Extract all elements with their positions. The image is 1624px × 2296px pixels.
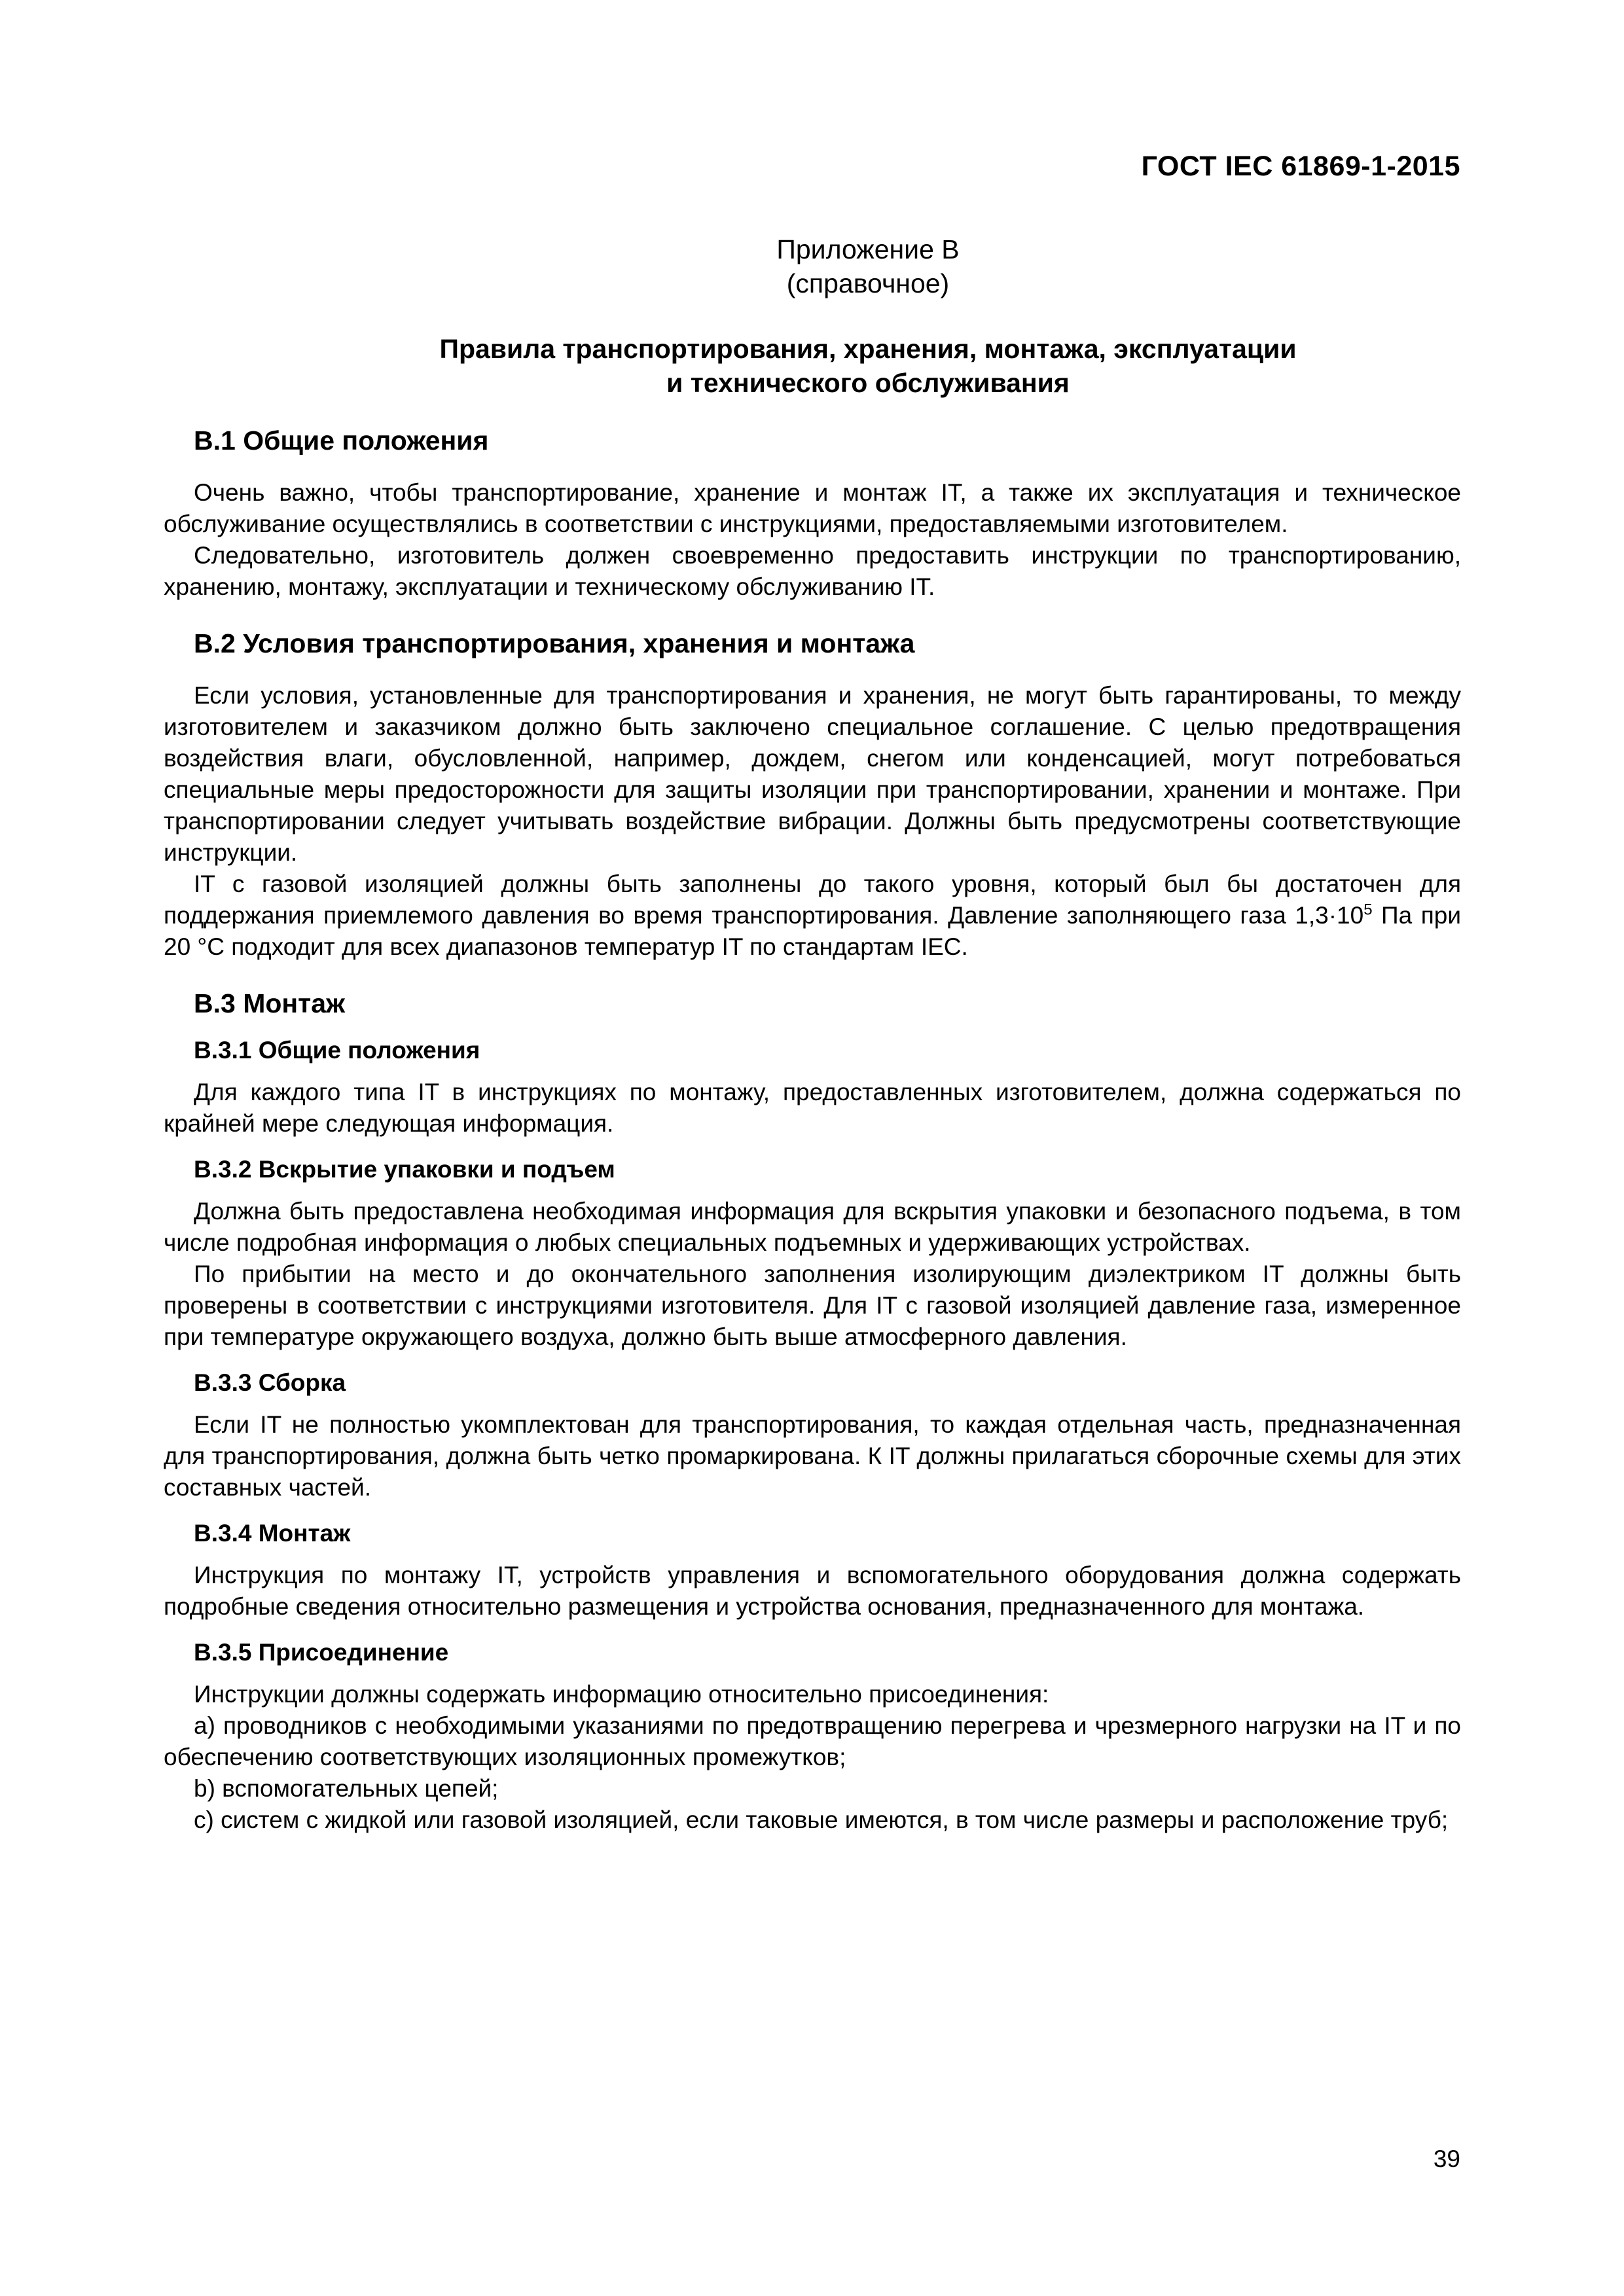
document-id: ГОСТ IEC 61869-1-2015	[1141, 151, 1460, 182]
section-b1-paragraph-2: Следовательно, изготовитель должен своевременно предоставить инструкции по транспортированию, хранению, монтажу, эксплуатации и техническому обслуживанию IT.	[164, 542, 1461, 600]
page-number: 39	[1433, 2145, 1460, 2172]
section-b2-paragraph-2-text-end: Па при 20 °С подходит для всех диапазонов температур IT по стандартам IEC.	[164, 902, 1461, 960]
annex-label: Приложение В	[776, 234, 960, 264]
section-b2-paragraph-2	[164, 869, 1461, 963]
section-b2-paragraph-2-text: IT с газовой изоляцией должны быть заполнены до такого уровня, который был бы достаточен для поддержания приемлемого давления во время транспортирования. Давление заполняющего газа 1,3·10	[164, 870, 1461, 929]
section-b33-heading: В.3.3 Сборка	[194, 1369, 346, 1396]
section-b31-paragraph-1: Для каждого типа IT в инструкциях по монтажу, предоставленных изготовителем, должна содержаться по крайней мере следующая информация.	[164, 1079, 1461, 1137]
section-b32-heading: В.3.2 Вскрытие упаковки и подъем	[194, 1156, 615, 1183]
section-b32-paragraph-1: Должна быть предоставлена необходимая информация для вскрытия упаковки и безопасного подъема, в том числе подробная информация о любых специальных подъемных и удерживающих устройствах.	[164, 1198, 1461, 1256]
list-item-c: c) систем с жидкой или газовой изоляцией, если таковые имеются, в том числе размеры и расположение труб;	[194, 1806, 1449, 1833]
section-b3-heading: В.3 Монтаж	[194, 988, 346, 1018]
list-item-a: a) проводников с необходимыми указаниями по предотвращению перегрева и чрезмерного нагрузки на IT и по обеспечению соответствующих изоляционных промежутков;	[164, 1712, 1461, 1770]
annex-title-line-2: и технического обслуживания	[666, 368, 1070, 398]
section-b34-paragraph-1: Инструкция по монтажу IT, устройств управления и вспомогательного оборудования должна содержать подробные сведения относительно размещения и устройства основания, предназначенного для монтажа.	[164, 1562, 1461, 1620]
section-b34-heading: В.3.4 Монтаж	[194, 1520, 351, 1547]
section-b1-heading: В.1 Общие положения	[194, 425, 489, 456]
section-b2-paragraph-1: Если условия, установленные для транспортирования и хранения, не могут быть гарантированы, то между изготовителем и заказчиком должно быть заключено специальное соглашение. С целью предотвращения воздействия влаги, обусловленной, например, дождем, снегом или конденсацией, могут потребоваться специальные меры предосторожности для защиты изоляции при транспортировании, хранении и монтаже. При транспортировании следует учитывать воздействие вибрации. Должны быть предусмотрены соответствующие инструкции.	[164, 682, 1461, 866]
page-content	[164, 232, 1461, 1836]
section-b35-paragraph-1: Инструкции должны содержать информацию относительно присоединения:	[194, 1681, 1049, 1708]
list-item-b: b) вспомогательных цепей;	[194, 1775, 499, 1802]
section-b1-paragraph-1: Очень важно, чтобы транспортирование, хранение и монтаж IT, а также их эксплуатация и техническое обслуживание осуществлялись в соответствии с инструкциями, предоставляемыми изготовителем.	[164, 479, 1461, 537]
section-b32-paragraph-2: По прибытии на место и до окончательного заполнения изолирующим диэлектриком IT должны быть проверены в соответствии с инструкциями изготовителя. Для IT с газовой изоляцией давление газа, измеренное при температуре окружающего воздуха, должно быть выше атмосферного давления.	[164, 1261, 1461, 1350]
annex-title-line-1: Правила транспортирования, хранения, монтажа, эксплуатации	[439, 334, 1297, 364]
annex-type: (справочное)	[786, 268, 950, 298]
section-b33-paragraph-1: Если IT не полностью укомплектован для транспортирования, то каждая отдельная часть, предназначенная для транспортирования, должна быть четко промаркирована. К IT должны прилагаться сборочные схемы для этих составных частей.	[164, 1411, 1461, 1501]
section-b31-heading: В.3.1 Общие положения	[194, 1037, 480, 1064]
section-b35-heading: В.3.5 Присоединение	[194, 1639, 449, 1666]
pressure-exponent: 5	[1363, 901, 1373, 919]
section-b2-heading: В.2 Условия транспортирования, хранения и монтажа	[194, 628, 915, 658]
annex-title	[275, 332, 1461, 400]
